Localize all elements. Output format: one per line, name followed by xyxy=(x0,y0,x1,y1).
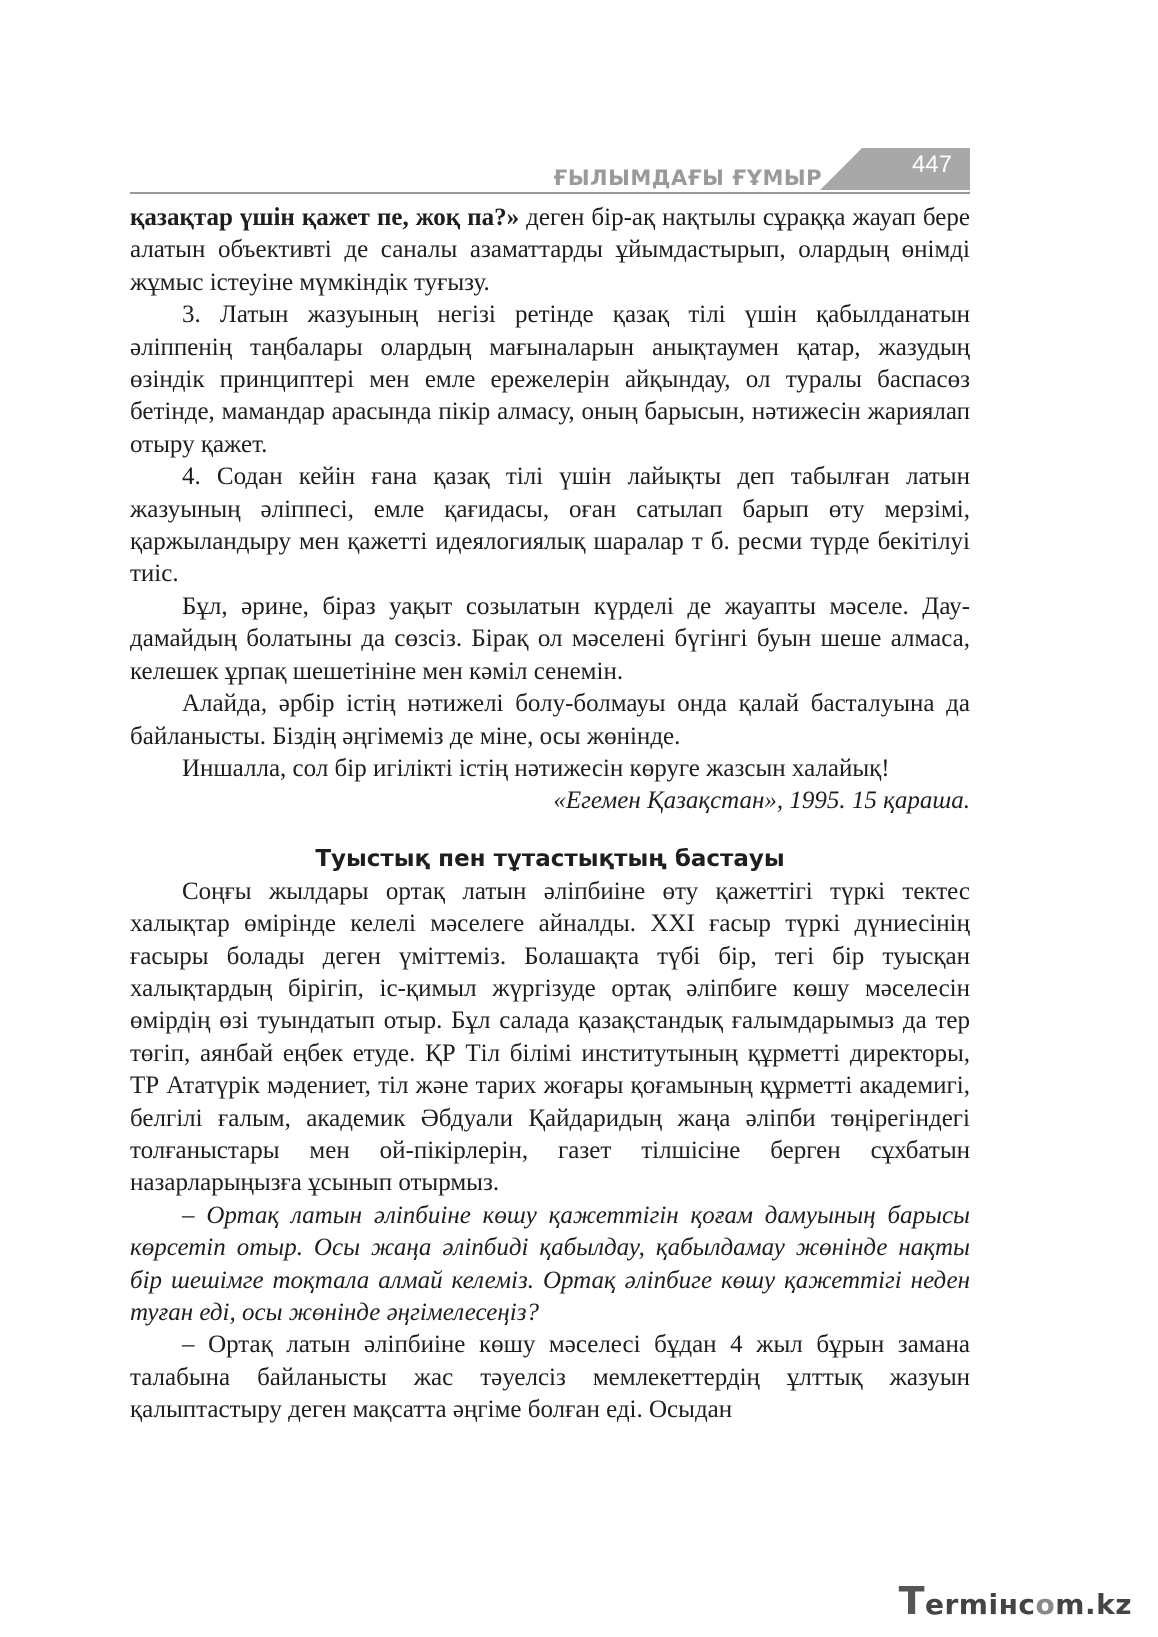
watermark-logo-t: T xyxy=(898,1579,925,1623)
interview-question: – Ортақ латын әліпбиіне көшу қажеттігін қоғам дамуының барысы көрсетіп отыр. Осы жаңа әліпбиді қабылдау, қабылдамау жөнінде нақты бір шешімге тоқтала алмай келеміз. Ортақ әліпбиге көшу қажеттігі неден туған еді, осы жөнінде әңгімелесеңіз? xyxy=(130,1201,970,1326)
site-watermark xyxy=(899,1579,1132,1623)
source-citation: «Егемен Қазақстан», 1995. 15 қараша. xyxy=(553,787,970,815)
page-body xyxy=(130,202,970,1427)
paragraph-item-3: 3. Латын жазуының негізі ретінде қазақ тілі үшін қабылданатын әліппенің таңбалары олардың мағыналарын анықтаумен қатар, жазудың өзіндік принциптері мен емле ережелерін айқындау, ол туралы баспасөз бетінде, мамандар арасында пікір алмасу, оның барысын, нәтижесін жариялап отыру қажет. xyxy=(130,301,970,458)
section-heading: Туыстық пен тұтастықтың бастауы xyxy=(315,845,785,872)
watermark-magnifier-o: o xyxy=(1035,1588,1056,1621)
running-header-title: ҒЫЛЫМДАҒЫ ҒҰМЫР xyxy=(553,166,822,190)
paragraph-intro: Соңғы жылдары ортақ латын әліпбиіне өту қажеттігі түркі тектес халықтар өмірінде келелі мәселеге айналды. XXI ғасыр түркі дүниесінің ғасыры болады деген үміттеміз. Болашақта түбі бір, тегі бір туысқан халықтардың бірігіп, іс-қимыл жүргізуде ортақ әліпбиге көшу мәселесін өмірдің өзі туындатып отыр. Бұл салада қазақстандық ғалымдарымыз да тер төгіп, аянбай еңбек етуде. ҚР Тіл білімі институтының құрметті директоры, ТР Ататүрік мәдениет, тіл және тарих жоғары қоғамының құрметті академигі, белгілі ғалым, академик Әбдуали Қайдаридың жаңа әліпби төңірегіндегі толғаныстары мен ой-пікірлерін, газет тілшісіне берген сұхбатын назарларыңызға ұсынып отырмыз. xyxy=(130,877,970,1197)
interview-answer: – Ортақ латын әліпбиіне көшу мәселесі бұдан 4 жыл бұрын замана талабына байланысты жас тәуелсіз мемлекеттердің ұлттық жазуын қалыптастыру деген мақсатта әңгіме болған еді. Осыдан xyxy=(130,1331,970,1424)
paragraph: Бұл, әрине, біраз уақыт созылатын күрделі де жауапты мәселе. Дау-дамайдың болатыны да сөзсіз. Бірақ ол мәселені бүгінгі буын шеше алмаса, келешек ұрпақ шешетініне мен кәміл сенемін. xyxy=(130,592,970,685)
paragraph-item-4: 4. Содан кейін ғана қазақ тілі үшін лайықты деп табылған латын жазуының әліппесі, емле қағидасы, оған сатылап барып өту мерзімі, қаржыландыру мен қажетті идеялогиялық шаралар т б. ресми түрде бекітілуі тиіс. xyxy=(130,463,970,588)
running-header xyxy=(130,148,970,194)
paragraph-continued xyxy=(130,202,970,299)
header-rule xyxy=(130,192,970,194)
watermark-domain: m.kz xyxy=(1055,1588,1132,1621)
paragraph-bold-lead: қазақтар үшін қажет пе, жоқ па?» xyxy=(130,204,520,231)
page-number: 447 xyxy=(911,151,952,178)
paragraph: Алайда, әрбір істің нәтижелі болу-болмауы онда қалай басталуына да байланысты. Біздің әңгімеміз де міне, осы жөнінде. xyxy=(130,690,970,750)
paragraph-closing: Иншалла, сол бір игілікті істің нәтижесін көруге жазсын халайық! xyxy=(182,754,890,782)
paragraph-text: деген бір-ақ нақтылы сұраққа жауап бере алатын объективті де саналы азаматтарды ұйымдастырып, олардың өнімді жұмыс істеуіне мүмкіндік туғызу. xyxy=(130,204,970,296)
watermark-text: ermінc xyxy=(925,1588,1036,1621)
